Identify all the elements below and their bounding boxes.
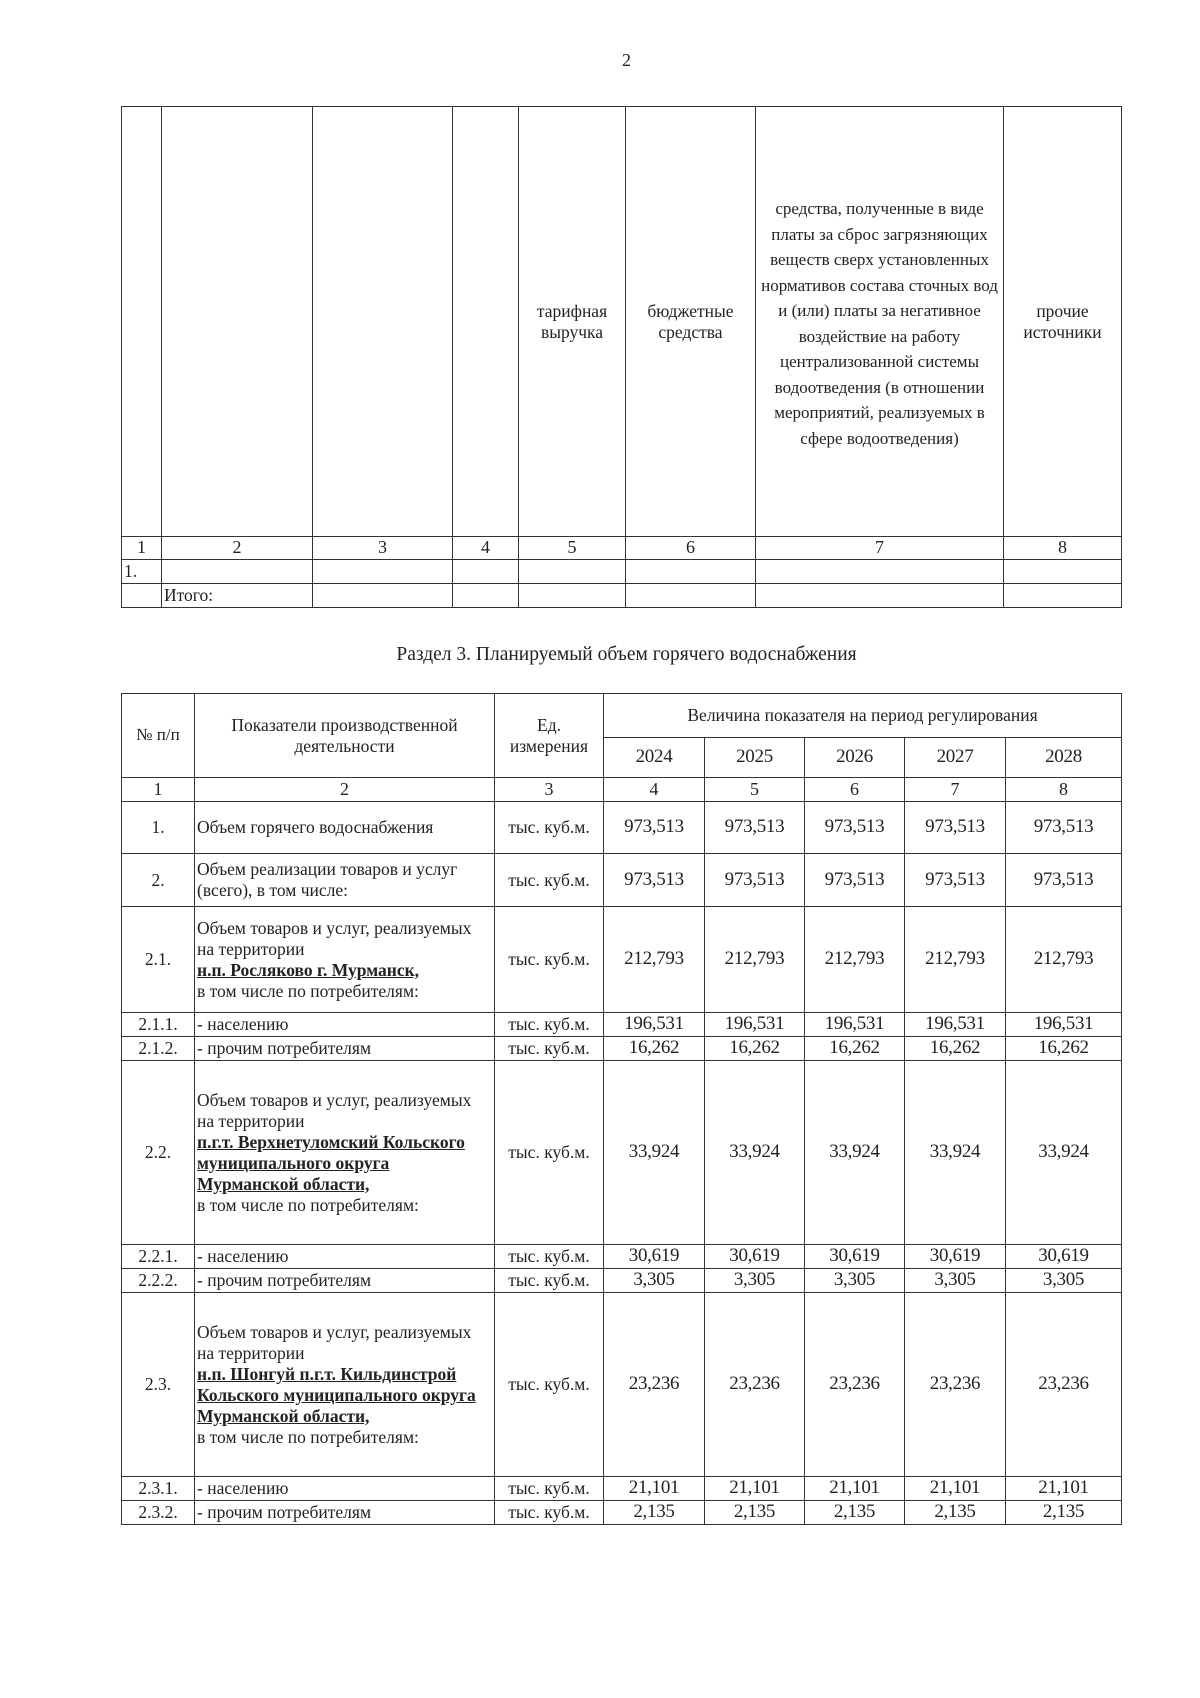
row-label-post: в том числе по потребителям: [197, 1194, 419, 1215]
table1-colnum: 1 [122, 537, 162, 560]
table1-cell [453, 584, 519, 608]
table-row [122, 1501, 1122, 1525]
table1-row-number: 1. [122, 560, 162, 584]
table2-colnum: 4 [604, 778, 705, 802]
value-cell: 973,513 [805, 854, 905, 907]
value-cell: 973,513 [805, 802, 905, 854]
row-label: - населению [195, 1013, 495, 1037]
table1-header-fees: средства, полученные в виде платы за сброс загрязняющих веществ сверх установленных нормативов состава сточных вод и (или) платы за негативное воздействие на работу централизованной системы водоотведения (в отношении мероприятий, реализуемых в сфере водоотведения) [756, 107, 1004, 537]
table2-header-year: 2025 [705, 738, 805, 778]
row-number: 2.3. [122, 1293, 195, 1477]
value-cell: 23,236 [1006, 1293, 1122, 1477]
table1-colnum: 7 [756, 537, 1004, 560]
row-label [195, 1061, 495, 1245]
table1-header-blank-4 [453, 107, 519, 537]
table1-colnum: 5 [519, 537, 626, 560]
table-row [122, 854, 1122, 907]
table2-header-row-1 [122, 694, 1122, 738]
row-unit: тыс. куб.м. [495, 1501, 604, 1525]
table1-cell [626, 584, 756, 608]
value-cell: 16,262 [905, 1037, 1006, 1061]
table1-header-blank-2 [162, 107, 313, 537]
table1-cell [313, 560, 453, 584]
value-cell: 973,513 [604, 854, 705, 907]
value-cell: 30,619 [1006, 1245, 1122, 1269]
table1-cell [519, 560, 626, 584]
row-label: - прочим потребителям [195, 1037, 495, 1061]
table2-colnum: 1 [122, 778, 195, 802]
table1-colnum: 6 [626, 537, 756, 560]
value-cell: 30,619 [604, 1245, 705, 1269]
value-cell: 973,513 [905, 854, 1006, 907]
table2-header-indicator: Показатели производственной деятельности [195, 694, 495, 778]
row-unit: тыс. куб.м. [495, 1245, 604, 1269]
table-row [122, 1477, 1122, 1501]
row-label-place: н.п. Росляково г. Мурманск, [197, 959, 420, 980]
value-cell: 16,262 [1006, 1037, 1122, 1061]
row-label [195, 1293, 495, 1477]
value-cell: 23,236 [805, 1293, 905, 1477]
value-cell: 33,924 [805, 1061, 905, 1245]
value-cell: 30,619 [805, 1245, 905, 1269]
value-cell: 973,513 [1006, 854, 1122, 907]
table2-colnum: 8 [1006, 778, 1122, 802]
table2-colnum: 5 [705, 778, 805, 802]
value-cell: 973,513 [1006, 802, 1122, 854]
table1-total-row [122, 584, 1122, 608]
table-row [122, 1013, 1122, 1037]
table2-colnum: 2 [195, 778, 495, 802]
row-label: Объем реализации товаров и услуг (всего), в том числе: [195, 854, 495, 907]
row-unit: тыс. куб.м. [495, 1037, 604, 1061]
row-unit: тыс. куб.м. [495, 1293, 604, 1477]
table1-header-blank-3 [313, 107, 453, 537]
row-number: 2.2.1. [122, 1245, 195, 1269]
table2-colnum: 6 [805, 778, 905, 802]
value-cell: 2,135 [805, 1501, 905, 1525]
table1-cell [313, 584, 453, 608]
row-label-place: п.г.т. Верхнетуломский Кольского муниципального округа Мурманской области, [197, 1131, 465, 1194]
value-cell: 23,236 [905, 1293, 1006, 1477]
value-cell: 212,793 [604, 907, 705, 1013]
table2-header-year: 2027 [905, 738, 1006, 778]
table1-colnum: 2 [162, 537, 313, 560]
row-label [195, 907, 495, 1013]
row-label-pre: Объем товаров и услуг, реализуемых на территории [197, 1089, 472, 1131]
value-cell: 2,135 [1006, 1501, 1122, 1525]
table2-header-year: 2026 [805, 738, 905, 778]
table1-row-1 [122, 560, 1122, 584]
row-unit: тыс. куб.м. [495, 854, 604, 907]
row-unit: тыс. куб.м. [495, 1269, 604, 1293]
row-label-place: н.п. Шонгуй п.г.т. Кильдинстрой Кольского муниципального округа Мурманской области, [197, 1363, 476, 1426]
table1-cell [519, 584, 626, 608]
value-cell: 16,262 [604, 1037, 705, 1061]
row-label: Объем горячего водоснабжения [195, 802, 495, 854]
value-cell: 21,101 [805, 1477, 905, 1501]
value-cell: 2,135 [905, 1501, 1006, 1525]
table1-colnum: 4 [453, 537, 519, 560]
value-cell: 2,135 [604, 1501, 705, 1525]
hot-water-volume-table [121, 693, 1122, 1525]
value-cell: 3,305 [1006, 1269, 1122, 1293]
table2-header-year: 2028 [1006, 738, 1122, 778]
table1-header-budget: бюджетные средства [626, 107, 756, 537]
row-label-post: в том числе по потребителям: [197, 1426, 419, 1447]
table1-colnum: 3 [313, 537, 453, 560]
row-label-post: в том числе по потребителям: [197, 980, 419, 1001]
row-number: 2.2.2. [122, 1269, 195, 1293]
row-label: - населению [195, 1477, 495, 1501]
table-row [122, 1269, 1122, 1293]
value-cell: 21,101 [705, 1477, 805, 1501]
value-cell: 3,305 [905, 1269, 1006, 1293]
value-cell: 16,262 [805, 1037, 905, 1061]
value-cell: 196,531 [705, 1013, 805, 1037]
table1-header-row [122, 107, 1122, 537]
page-number: 2 [622, 50, 631, 70]
value-cell: 212,793 [705, 907, 805, 1013]
value-cell: 21,101 [1006, 1477, 1122, 1501]
table2-header-num: № п/п [122, 694, 195, 778]
financing-sources-table [121, 106, 1122, 608]
table1-total-label: Итого: [162, 584, 313, 608]
table2-header-period: Величина показателя на период регулирования [604, 694, 1122, 738]
row-number: 2.3.2. [122, 1501, 195, 1525]
value-cell: 196,531 [1006, 1013, 1122, 1037]
row-unit: тыс. куб.м. [495, 1477, 604, 1501]
value-cell: 973,513 [705, 802, 805, 854]
row-number: 1. [122, 802, 195, 854]
table1-cell [453, 560, 519, 584]
value-cell: 30,619 [705, 1245, 805, 1269]
section-3-title: Раздел 3. Планируемый объем горячего водоснабжения [396, 644, 857, 665]
table2-column-numbers [122, 778, 1122, 802]
row-label: - прочим потребителям [195, 1269, 495, 1293]
table-row [122, 1061, 1122, 1245]
value-cell: 212,793 [805, 907, 905, 1013]
value-cell: 23,236 [705, 1293, 805, 1477]
value-cell: 33,924 [1006, 1061, 1122, 1245]
table1-cell [1004, 560, 1122, 584]
value-cell: 16,262 [705, 1037, 805, 1061]
value-cell: 212,793 [905, 907, 1006, 1013]
row-number: 2.1. [122, 907, 195, 1013]
value-cell: 196,531 [604, 1013, 705, 1037]
table2-header-year: 2024 [604, 738, 705, 778]
row-unit: тыс. куб.м. [495, 1013, 604, 1037]
table1-cell [122, 584, 162, 608]
value-cell: 3,305 [604, 1269, 705, 1293]
value-cell: 973,513 [604, 802, 705, 854]
row-label-pre: Объем товаров и услуг, реализуемых на территории [197, 1321, 472, 1363]
row-label: - прочим потребителям [195, 1501, 495, 1525]
row-number: 2.1.2. [122, 1037, 195, 1061]
table-row [122, 907, 1122, 1013]
row-label-pre: Объем товаров и услуг, реализуемых на территории [197, 917, 472, 959]
value-cell: 33,924 [905, 1061, 1006, 1245]
table2-colnum: 7 [905, 778, 1006, 802]
value-cell: 2,135 [705, 1501, 805, 1525]
table-row [122, 802, 1122, 854]
table1-header-blank-1 [122, 107, 162, 537]
table1-colnum: 8 [1004, 537, 1122, 560]
table1-cell [756, 584, 1004, 608]
table1-column-numbers [122, 537, 1122, 560]
table2-header-unit: Ед. измерения [495, 694, 604, 778]
table-row [122, 1245, 1122, 1269]
value-cell: 33,924 [705, 1061, 805, 1245]
table-row [122, 1293, 1122, 1477]
table2-colnum: 3 [495, 778, 604, 802]
value-cell: 973,513 [905, 802, 1006, 854]
row-number: 2. [122, 854, 195, 907]
value-cell: 212,793 [1006, 907, 1122, 1013]
row-unit: тыс. куб.м. [495, 907, 604, 1013]
row-number: 2.1.1. [122, 1013, 195, 1037]
row-number: 2.2. [122, 1061, 195, 1245]
row-label: - населению [195, 1245, 495, 1269]
value-cell: 21,101 [905, 1477, 1006, 1501]
value-cell: 23,236 [604, 1293, 705, 1477]
row-unit: тыс. куб.м. [495, 802, 604, 854]
table1-cell [162, 560, 313, 584]
value-cell: 30,619 [905, 1245, 1006, 1269]
value-cell: 3,305 [805, 1269, 905, 1293]
value-cell: 973,513 [705, 854, 805, 907]
table1-cell [756, 560, 1004, 584]
value-cell: 21,101 [604, 1477, 705, 1501]
table1-header-other: прочие источники [1004, 107, 1122, 537]
row-number: 2.3.1. [122, 1477, 195, 1501]
table1-cell [1004, 584, 1122, 608]
table-row [122, 1037, 1122, 1061]
value-cell: 3,305 [705, 1269, 805, 1293]
table1-header-tariff: тарифная выручка [519, 107, 626, 537]
value-cell: 196,531 [805, 1013, 905, 1037]
value-cell: 196,531 [905, 1013, 1006, 1037]
row-unit: тыс. куб.м. [495, 1061, 604, 1245]
value-cell: 33,924 [604, 1061, 705, 1245]
table1-cell [626, 560, 756, 584]
